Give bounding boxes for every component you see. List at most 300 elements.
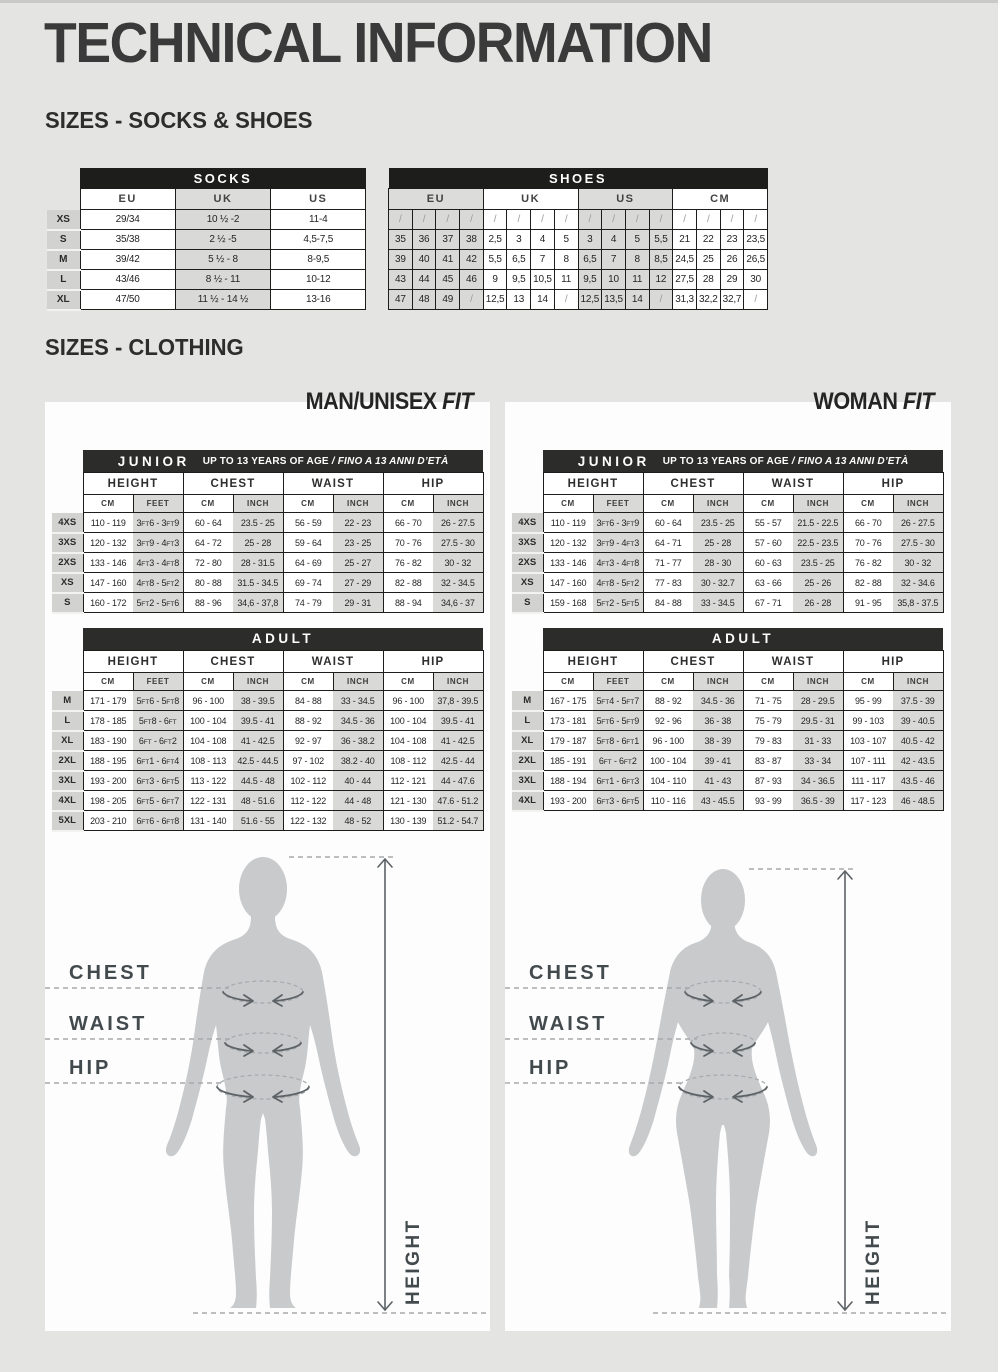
table-cell: 2 ½ -5 xyxy=(175,230,270,250)
table-row xyxy=(47,290,366,310)
table-cell: 47.6 - 51.2 xyxy=(433,791,483,811)
table-cell: / xyxy=(673,210,697,230)
table-cell: 26 - 27.5 xyxy=(893,513,943,533)
table-row xyxy=(52,711,483,731)
table-cell: 64 - 71 xyxy=(643,533,693,553)
table-row xyxy=(512,711,943,731)
table-cell: 159 - 168 xyxy=(543,593,593,613)
unit-header: CM xyxy=(383,495,433,513)
table-row xyxy=(52,751,483,771)
fit-panel-title xyxy=(813,388,934,416)
table-cell: 104 - 110 xyxy=(643,771,693,791)
table-cell: 35 xyxy=(389,230,413,250)
table-cell: 36 - 38 xyxy=(693,711,743,731)
table-cell: 5FT6 - 5FT8 xyxy=(133,691,183,711)
table-row xyxy=(52,771,483,791)
table-cell: 39 - 41 xyxy=(693,751,743,771)
junior-title: JUNIOR xyxy=(577,453,650,469)
table-row xyxy=(52,450,483,473)
size-row-label: M xyxy=(52,691,83,711)
table-cell: 12,5 xyxy=(578,290,602,310)
table-cell: 92 - 96 xyxy=(643,711,693,731)
unit-header: CM xyxy=(643,495,693,513)
table-cell: 46 - 48.5 xyxy=(893,791,943,811)
table-cell: 25 - 27 xyxy=(333,553,383,573)
table-cell: 4 xyxy=(531,230,555,250)
table-cell: 71 - 75 xyxy=(743,691,793,711)
table-cell: 26 - 28 xyxy=(793,593,843,613)
hip-label: HIP xyxy=(529,1057,572,1079)
table-cell: 36 xyxy=(412,230,436,250)
table-cell: 171 - 179 xyxy=(83,691,133,711)
table-cell: 35/38 xyxy=(80,230,175,250)
table-cell: 25 - 28 xyxy=(233,533,283,553)
table-cell: 28 - 29.5 xyxy=(793,691,843,711)
table-cell: 36 - 38.2 xyxy=(333,731,383,751)
unit-header: FEET xyxy=(593,495,643,513)
table-cell: 11 xyxy=(625,270,649,290)
table-cell: / xyxy=(531,210,555,230)
table-cell: 185 - 191 xyxy=(543,751,593,771)
unit-header: CM xyxy=(83,673,133,691)
measure-group-header: CHEST xyxy=(643,651,743,673)
unit-header: CM xyxy=(183,673,233,691)
table-cell: 25 - 28 xyxy=(693,533,743,553)
column-header: UK xyxy=(175,189,270,210)
table-cell: 48 xyxy=(412,290,436,310)
table-cell: 42.5 - 44 xyxy=(433,751,483,771)
unit-header: FEET xyxy=(133,673,183,691)
table-cell: 203 - 210 xyxy=(83,811,133,831)
table-cell: 34.5 - 36 xyxy=(333,711,383,731)
table-cell: 30 - 32 xyxy=(893,553,943,573)
table-cell: 48 - 52 xyxy=(333,811,383,831)
man-silhouette xyxy=(166,916,360,1308)
table-cell: 10,5 xyxy=(531,270,555,290)
table-cell: 26 - 27.5 xyxy=(433,513,483,533)
table-cell: 5FT2 - 5FT6 xyxy=(133,593,183,613)
corner-cell xyxy=(52,450,83,513)
table-cell: 26,5 xyxy=(744,250,768,270)
table-cell: 130 - 139 xyxy=(383,811,433,831)
table-row xyxy=(47,250,366,270)
junior-subtitle-en: UP TO 13 YEARS OF AGE xyxy=(662,455,789,467)
table-cell: 100 - 104 xyxy=(383,711,433,731)
table-cell: 3FT9 - 4FT3 xyxy=(133,533,183,553)
table-cell: 120 - 132 xyxy=(83,533,133,553)
table-cell: 97 - 102 xyxy=(283,751,333,771)
table-cell: 122 - 131 xyxy=(183,791,233,811)
table-cell: 5 xyxy=(554,230,578,250)
table-row xyxy=(512,731,943,751)
table-cell: 74 - 79 xyxy=(283,593,333,613)
junior-size-table xyxy=(52,450,484,614)
column-group-header: CM xyxy=(673,189,768,210)
table-cell: 121 - 130 xyxy=(383,791,433,811)
table-cell: 76 - 82 xyxy=(383,553,433,573)
table-row xyxy=(512,673,943,691)
junior-subtitle-en: UP TO 13 YEARS OF AGE xyxy=(202,455,329,467)
table-cell: 10 xyxy=(602,270,626,290)
table-cell: 34.5 - 36 xyxy=(693,691,743,711)
woman-figure-svg xyxy=(505,842,950,1322)
table-cell: 57 - 60 xyxy=(743,533,793,553)
table-row xyxy=(512,513,943,533)
table-cell: 40.5 - 42 xyxy=(893,731,943,751)
hip-label: HIP xyxy=(69,1057,112,1079)
table-row xyxy=(389,250,768,270)
table-row xyxy=(47,270,366,290)
table-cell: 28 - 31.5 xyxy=(233,553,283,573)
table-row xyxy=(52,553,483,573)
corner-cell xyxy=(47,168,80,210)
unit-header: CM xyxy=(643,673,693,691)
table-cell: 60 - 63 xyxy=(743,553,793,573)
table-cell: 5 xyxy=(625,230,649,250)
table-row xyxy=(512,495,943,513)
table-cell: 6FT5 - 6FT7 xyxy=(133,791,183,811)
table-cell: 88 - 94 xyxy=(383,593,433,613)
table-cell: 5FT8 - 6FT1 xyxy=(593,731,643,751)
table-cell: 6,5 xyxy=(507,250,531,270)
unit-header: INCH xyxy=(793,673,843,691)
table-cell: 30 xyxy=(744,270,768,290)
fit-panel-title-suffix: FIT xyxy=(902,388,934,415)
table-cell: 5,5 xyxy=(649,230,673,250)
table-cell: 41 - 43 xyxy=(693,771,743,791)
size-row-label: S xyxy=(52,593,83,613)
measure-group-header: HEIGHT xyxy=(543,651,643,673)
table-cell: 5 ½ - 8 xyxy=(175,250,270,270)
adult-title: ADULT xyxy=(711,631,775,646)
unit-header: CM xyxy=(283,495,333,513)
unit-header: INCH xyxy=(233,673,283,691)
table-cell: 3 xyxy=(578,230,602,250)
table-cell: 44.5 - 48 xyxy=(233,771,283,791)
man-unisex-fit-panel xyxy=(45,388,490,1331)
unit-header: INCH xyxy=(793,495,843,513)
table-row xyxy=(52,495,483,513)
junior-subtitle xyxy=(663,456,909,467)
table-cell: 188 - 195 xyxy=(83,751,133,771)
table-row xyxy=(52,731,483,751)
table-cell: 21 xyxy=(673,230,697,250)
table-cell: 13,5 xyxy=(602,290,626,310)
table-cell: 6FT3 - 6FT5 xyxy=(133,771,183,791)
socks-size-table xyxy=(47,168,366,311)
table-cell: 59 - 64 xyxy=(283,533,333,553)
table-cell: 31,3 xyxy=(673,290,697,310)
table-row xyxy=(47,230,366,250)
corner-cell xyxy=(52,628,83,691)
size-row-label: L xyxy=(512,711,543,731)
table-row xyxy=(512,751,943,771)
unit-header: INCH xyxy=(433,673,483,691)
man-measurement-figure xyxy=(45,842,490,1322)
table-cell: 47 xyxy=(389,290,413,310)
table-cell: 147 - 160 xyxy=(543,573,593,593)
table-cell: 32,2 xyxy=(696,290,720,310)
table-cell: 4 xyxy=(602,230,626,250)
table-cell: 4FT8 - 5FT2 xyxy=(133,573,183,593)
table-cell: 42 - 43.5 xyxy=(893,751,943,771)
table-row xyxy=(512,533,943,553)
table-cell: 110 - 116 xyxy=(643,791,693,811)
measure-group-header: CHEST xyxy=(643,473,743,495)
table-cell: 9,5 xyxy=(578,270,602,290)
table-cell: 8-9,5 xyxy=(271,250,366,270)
table-row xyxy=(512,593,943,613)
table-cell: 42.5 - 44.5 xyxy=(233,751,283,771)
table-cell: 13-16 xyxy=(271,290,366,310)
table-cell: 64 - 69 xyxy=(283,553,333,573)
table-cell: 117 - 123 xyxy=(843,791,893,811)
table-cell: 6FT1 - 6FT4 xyxy=(133,751,183,771)
man-figure-svg xyxy=(45,842,490,1322)
table-cell: 104 - 108 xyxy=(383,731,433,751)
measure-group-header: CHEST xyxy=(183,473,283,495)
junior-subtitle xyxy=(203,456,449,467)
table-row xyxy=(512,771,943,791)
table-cell: 95 - 99 xyxy=(843,691,893,711)
table-row xyxy=(512,791,943,811)
table-cell: 4FT3 - 4FT8 xyxy=(133,553,183,573)
table-cell: 45 xyxy=(436,270,460,290)
table-cell: 11-4 xyxy=(271,210,366,230)
table-cell: 47/50 xyxy=(80,290,175,310)
table-cell: 28 xyxy=(696,270,720,290)
table-cell: 8,5 xyxy=(649,250,673,270)
table-cell: 188 - 194 xyxy=(543,771,593,791)
table-cell: 33 - 34.5 xyxy=(333,691,383,711)
size-row-label: XS xyxy=(52,573,83,593)
table-cell: 60 - 64 xyxy=(643,513,693,533)
unit-header: INCH xyxy=(433,495,483,513)
size-row-label: M xyxy=(47,250,80,270)
table-cell: / xyxy=(436,210,460,230)
table-cell: 27.5 - 30 xyxy=(433,533,483,553)
table-cell: 93 - 99 xyxy=(743,791,793,811)
table-cell: 11 xyxy=(554,270,578,290)
table-cell: 193 - 200 xyxy=(543,791,593,811)
size-row-label: L xyxy=(52,711,83,731)
waist-label: WAIST xyxy=(529,1013,608,1035)
table-cell: 173 - 181 xyxy=(543,711,593,731)
table-cell: 2,5 xyxy=(483,230,507,250)
size-row-label: 2XL xyxy=(52,751,83,771)
page-title: TECHNICAL INFORMATION xyxy=(44,11,712,75)
section-heading-clothing: SIZES - CLOTHING xyxy=(45,334,244,360)
table-cell: 75 - 79 xyxy=(743,711,793,731)
table-cell: 39.5 - 41 xyxy=(433,711,483,731)
table-cell: 60 - 64 xyxy=(183,513,233,533)
table-cell: 96 - 100 xyxy=(183,691,233,711)
table-row xyxy=(52,651,483,673)
unit-header: INCH xyxy=(333,495,383,513)
table-cell: 37,8 - 39.5 xyxy=(433,691,483,711)
table-cell: 23 - 25 xyxy=(333,533,383,553)
table-cell: 71 - 77 xyxy=(643,553,693,573)
unit-header: CM xyxy=(383,673,433,691)
table-cell: 5FT6 - 5FT9 xyxy=(593,711,643,731)
table-cell: 108 - 112 xyxy=(383,751,433,771)
table-cell: 84 - 88 xyxy=(283,691,333,711)
table-cell: 21.5 - 22.5 xyxy=(793,513,843,533)
table-cell: / xyxy=(554,210,578,230)
junior-subtitle-separator: / xyxy=(788,455,798,467)
measure-group-header: HIP xyxy=(843,651,943,673)
table-cell: 88 - 96 xyxy=(183,593,233,613)
column-header: US xyxy=(271,189,366,210)
table-cell: 70 - 76 xyxy=(843,533,893,553)
measure-group-header: HIP xyxy=(383,473,483,495)
table-cell: 23,5 xyxy=(744,230,768,250)
table-cell: / xyxy=(460,210,484,230)
table-cell: 6FT3 - 6FT5 xyxy=(593,791,643,811)
table-cell: 69 - 74 xyxy=(283,573,333,593)
table-cell: 112 - 121 xyxy=(383,771,433,791)
table-cell: 70 - 76 xyxy=(383,533,433,553)
table-cell: 104 - 108 xyxy=(183,731,233,751)
table-row xyxy=(52,473,483,495)
table-cell: 36.5 - 39 xyxy=(793,791,843,811)
table-cell: 10-12 xyxy=(271,270,366,290)
unit-header: CM xyxy=(843,495,893,513)
table-cell: 25 - 26 xyxy=(793,573,843,593)
table-cell: 133 - 146 xyxy=(543,553,593,573)
man-head xyxy=(239,857,287,921)
table-cell: 27,5 xyxy=(673,270,697,290)
table-row xyxy=(47,189,366,210)
table-cell: 30 - 32 xyxy=(433,553,483,573)
table-cell: 96 - 100 xyxy=(643,731,693,751)
table-cell: 120 - 132 xyxy=(543,533,593,553)
table-cell: 6FT1 - 6FT3 xyxy=(593,771,643,791)
table-cell: 133 - 146 xyxy=(83,553,133,573)
fit-panel-title-main: WOMAN xyxy=(813,388,898,415)
table-cell: 5FT2 - 5FT5 xyxy=(593,593,643,613)
table-cell: 77 - 83 xyxy=(643,573,693,593)
size-row-label: 2XS xyxy=(52,553,83,573)
table-cell: / xyxy=(696,210,720,230)
table-cell: 6FT6 - 6FT8 xyxy=(133,811,183,831)
table-row xyxy=(52,673,483,691)
corner-cell xyxy=(512,450,543,513)
table-cell: 56 - 59 xyxy=(283,513,333,533)
table-row xyxy=(389,230,768,250)
table-cell: 64 - 72 xyxy=(183,533,233,553)
size-row-label: S xyxy=(512,593,543,613)
size-row-label: XL xyxy=(47,290,80,310)
table-cell: 11 ½ - 14 ½ xyxy=(175,290,270,310)
size-row-label: 4XL xyxy=(512,791,543,811)
table-row xyxy=(512,628,943,651)
size-row-label: 5XL xyxy=(52,811,83,831)
table-cell: / xyxy=(507,210,531,230)
junior-title: JUNIOR xyxy=(117,453,190,469)
table-cell: 3 xyxy=(507,230,531,250)
table-cell: 12 xyxy=(649,270,673,290)
table-cell: 100 - 104 xyxy=(183,711,233,731)
table-cell: 29 - 31 xyxy=(333,593,383,613)
column-group-header: EU xyxy=(389,189,484,210)
table-cell: 42 xyxy=(460,250,484,270)
table-cell: 43/46 xyxy=(80,270,175,290)
table-cell: 43 xyxy=(389,270,413,290)
table-cell: 110 - 119 xyxy=(543,513,593,533)
table-cell: 31 - 33 xyxy=(793,731,843,751)
table-cell: 88 - 92 xyxy=(643,691,693,711)
woman-measurement-figure xyxy=(505,842,951,1322)
table-row xyxy=(52,691,483,711)
table-cell: 14 xyxy=(625,290,649,310)
table-cell: 102 - 112 xyxy=(283,771,333,791)
unit-header: CM xyxy=(183,495,233,513)
table-cell: / xyxy=(720,210,744,230)
table-cell: 178 - 185 xyxy=(83,711,133,731)
table-cell: 5,5 xyxy=(483,250,507,270)
table-cell: 37.5 - 39 xyxy=(893,691,943,711)
adult-size-table xyxy=(512,628,944,812)
table-cell: / xyxy=(412,210,436,230)
table-cell: 49 xyxy=(436,290,460,310)
table-cell: 34,6 - 37,8 xyxy=(233,593,283,613)
table-cell: 108 - 113 xyxy=(183,751,233,771)
table-row xyxy=(512,691,943,711)
table-cell: 5FT4 - 5FT7 xyxy=(593,691,643,711)
measure-group-header: HIP xyxy=(843,473,943,495)
table-cell: 4FT3 - 4FT8 xyxy=(593,553,643,573)
table-cell: 25 xyxy=(696,250,720,270)
chest-label: CHEST xyxy=(69,962,152,984)
junior-header-bar xyxy=(543,450,943,473)
size-row-label: S xyxy=(47,230,80,250)
measure-group-header: WAIST xyxy=(743,651,843,673)
unit-header: INCH xyxy=(893,495,943,513)
size-row-label: M xyxy=(512,691,543,711)
junior-subtitle-separator: / xyxy=(328,455,338,467)
table-cell: 43.5 - 46 xyxy=(893,771,943,791)
table-cell: 67 - 71 xyxy=(743,593,793,613)
table-cell: 122 - 132 xyxy=(283,811,333,831)
measure-group-header: WAIST xyxy=(743,473,843,495)
table-cell: 40 xyxy=(412,250,436,270)
table-row xyxy=(52,593,483,613)
fit-panel-title-suffix: FIT xyxy=(441,388,473,415)
table-cell: 12,5 xyxy=(483,290,507,310)
table-cell: 22.5 - 23.5 xyxy=(793,533,843,553)
table-cell: 8 xyxy=(625,250,649,270)
corner-cell xyxy=(512,628,543,691)
table-cell: 39/42 xyxy=(80,250,175,270)
table-row xyxy=(389,210,768,230)
junior-header-bar xyxy=(83,450,483,473)
table-cell: 72 - 80 xyxy=(183,553,233,573)
table-row xyxy=(512,553,943,573)
unit-header: INCH xyxy=(693,495,743,513)
unit-header: INCH xyxy=(893,673,943,691)
junior-size-table xyxy=(512,450,944,614)
table-cell: 198 - 205 xyxy=(83,791,133,811)
table-cell: 38 - 39 xyxy=(693,731,743,751)
table-row xyxy=(52,811,483,831)
measure-group-header: HEIGHT xyxy=(83,473,183,495)
table-cell: 38 - 39.5 xyxy=(233,691,283,711)
table-cell: / xyxy=(578,210,602,230)
table-cell: 66 - 70 xyxy=(383,513,433,533)
size-row-label: XL xyxy=(52,731,83,751)
table-cell: 103 - 107 xyxy=(843,731,893,751)
